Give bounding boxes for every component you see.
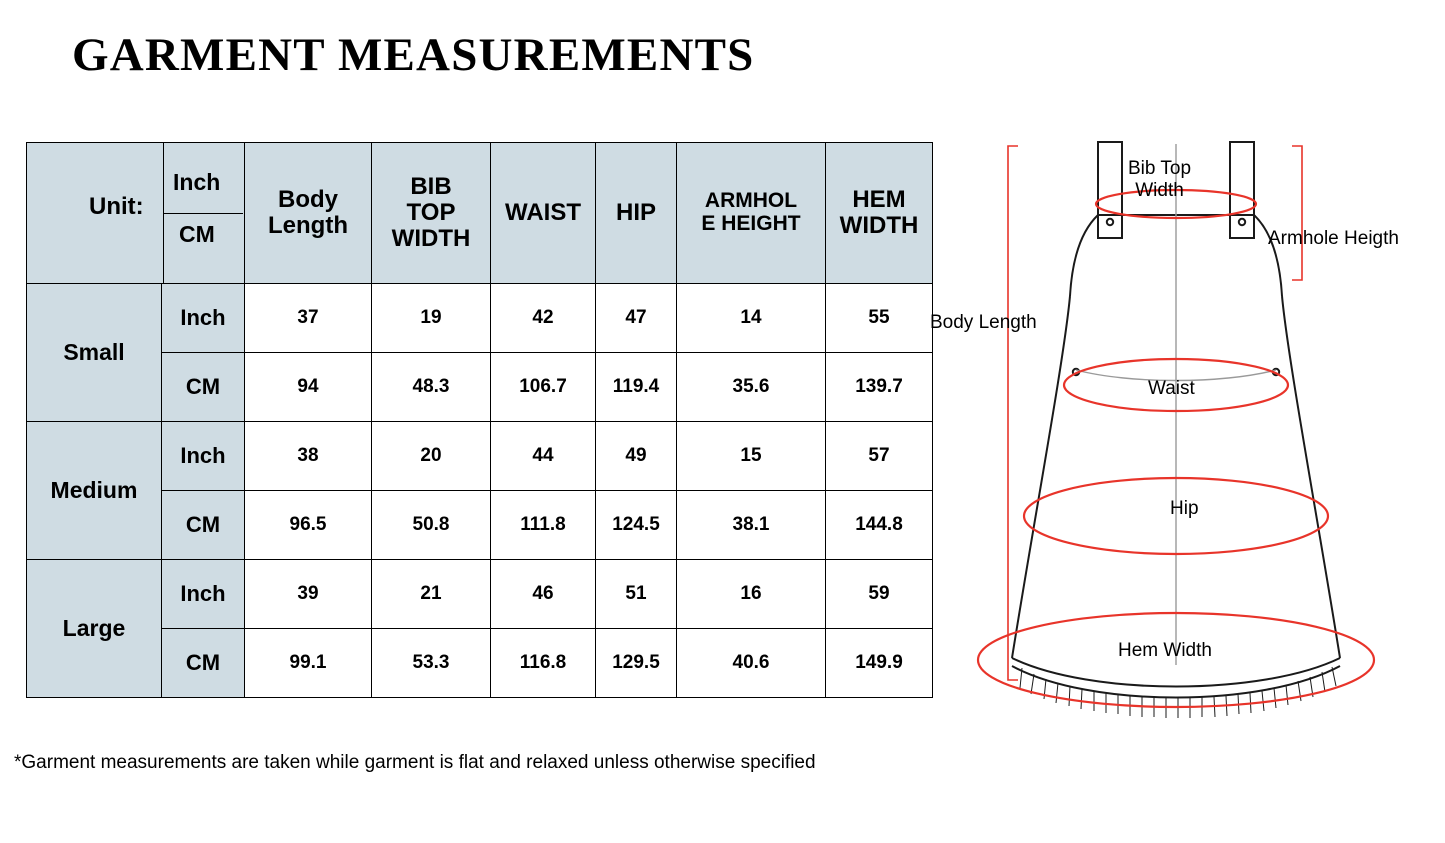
cell-large-inch-waist: 46	[491, 560, 596, 629]
size-label-medium: Medium	[27, 422, 162, 560]
unit-label-large-inch: Inch	[162, 560, 245, 629]
unit-label-large-cm: CM	[162, 629, 245, 698]
cell-medium-inch-hip: 49	[596, 422, 677, 491]
cell-large-inch-body-length: 39	[245, 560, 372, 629]
column-header-bib-top-width	[372, 143, 491, 284]
column-header-hem-line2: WIDTH	[839, 212, 919, 239]
cell-small-inch-armhole-height: 14	[677, 284, 826, 353]
cell-small-cm-waist: 106.7	[491, 353, 596, 422]
body-length-bracket	[1008, 146, 1018, 680]
label-bib-top-width-line2: Width	[1135, 180, 1184, 201]
table-row	[27, 491, 933, 560]
cell-small-inch-bib-top-width: 19	[372, 284, 491, 353]
cell-medium-cm-armhole-height: 38.1	[677, 491, 826, 560]
size-label-large: Large	[27, 560, 162, 698]
cell-large-inch-bib-top-width: 21	[372, 560, 491, 629]
cell-large-inch-armhole-height: 16	[677, 560, 826, 629]
unit-label-medium-cm: CM	[162, 491, 245, 560]
column-header-body-length-line2: Length	[268, 212, 348, 239]
cell-large-cm-armhole-height: 40.6	[677, 629, 826, 698]
cell-large-cm-bib-top-width: 53.3	[372, 629, 491, 698]
unit-corner-cell	[27, 143, 245, 284]
column-header-bib-line2: TOP	[406, 199, 456, 227]
cell-medium-cm-body-length: 96.5	[245, 491, 372, 560]
garment-measurements-table	[26, 142, 933, 698]
table-header-row	[27, 143, 933, 284]
corner-divider-horizontal	[163, 213, 243, 214]
cell-small-cm-hip: 119.4	[596, 353, 677, 422]
table-row	[27, 560, 933, 629]
cell-small-inch-body-length: 37	[245, 284, 372, 353]
unit-label-medium-inch: Inch	[162, 422, 245, 491]
unit-label-small-cm: CM	[162, 353, 245, 422]
label-bib-top-width-line1: Bib Top	[1128, 158, 1192, 179]
column-header-hip-line1: HIP	[615, 199, 656, 227]
corner-cm-label: CM	[179, 221, 215, 247]
column-header-bib-line3: WIDTH	[391, 224, 471, 252]
column-header-armhole-line1: ARMHOL	[704, 189, 798, 213]
cell-medium-inch-hem-width: 57	[826, 422, 933, 491]
garment-outline	[1012, 142, 1340, 698]
cell-medium-inch-body-length: 38	[245, 422, 372, 491]
column-header-hem-line1: HEM	[852, 186, 906, 214]
armhole-height-bracket	[1292, 146, 1302, 280]
cell-medium-cm-hem-width: 144.8	[826, 491, 933, 560]
cell-large-cm-body-length: 99.1	[245, 629, 372, 698]
cell-small-cm-bib-top-width: 48.3	[372, 353, 491, 422]
label-armhole-height: Armhole Heigth	[1268, 228, 1399, 249]
label-hem-width: Hem Width	[1118, 640, 1212, 661]
column-header-waist	[491, 143, 596, 284]
column-header-waist-line1: WAIST	[505, 199, 581, 227]
cell-medium-cm-hip: 124.5	[596, 491, 677, 560]
cell-large-inch-hem-width: 59	[826, 560, 933, 629]
label-waist: Waist	[1148, 378, 1195, 399]
unit-label: Unit:	[89, 193, 144, 220]
footnote-text: *Garment measurements are taken while garment is flat and relaxed unless otherwise specified	[14, 752, 816, 773]
unit-label-small-inch: Inch	[162, 284, 245, 353]
garment-diagram	[930, 120, 1445, 740]
column-header-bib-line1: BIB	[410, 173, 452, 201]
table-row	[27, 353, 933, 422]
table-row	[27, 284, 933, 353]
cell-medium-cm-waist: 111.8	[491, 491, 596, 560]
cell-large-cm-hem-width: 149.9	[826, 629, 933, 698]
cell-small-inch-hem-width: 55	[826, 284, 933, 353]
cell-small-cm-armhole-height: 35.6	[677, 353, 826, 422]
cell-medium-inch-bib-top-width: 20	[372, 422, 491, 491]
table-row	[27, 422, 933, 491]
cell-large-inch-hip: 51	[596, 560, 677, 629]
column-header-hem-width	[826, 143, 933, 284]
column-header-hip	[596, 143, 677, 284]
table-row	[27, 629, 933, 698]
cell-large-cm-waist: 116.8	[491, 629, 596, 698]
label-bib-top-width	[1128, 158, 1191, 202]
size-label-small: Small	[27, 284, 162, 422]
cell-small-cm-body-length: 94	[245, 353, 372, 422]
cell-medium-inch-armhole-height: 15	[677, 422, 826, 491]
cell-small-inch-waist: 42	[491, 284, 596, 353]
column-header-body-length-line1: Body	[278, 186, 338, 214]
column-header-armhole-line2: E HEIGHT	[701, 212, 801, 235]
cell-large-cm-hip: 129.5	[596, 629, 677, 698]
page-title: GARMENT MEASUREMENTS	[72, 29, 755, 81]
cell-small-inch-hip: 47	[596, 284, 677, 353]
column-header-armhole-height	[677, 143, 826, 284]
label-hip: Hip	[1170, 498, 1199, 519]
cell-medium-inch-waist: 44	[491, 422, 596, 491]
corner-inch-label: Inch	[173, 169, 221, 195]
column-header-body-length	[245, 143, 372, 284]
cell-small-cm-hem-width: 139.7	[826, 353, 933, 422]
cell-medium-cm-bib-top-width: 50.8	[372, 491, 491, 560]
label-body-length: Body Length	[930, 312, 1037, 333]
